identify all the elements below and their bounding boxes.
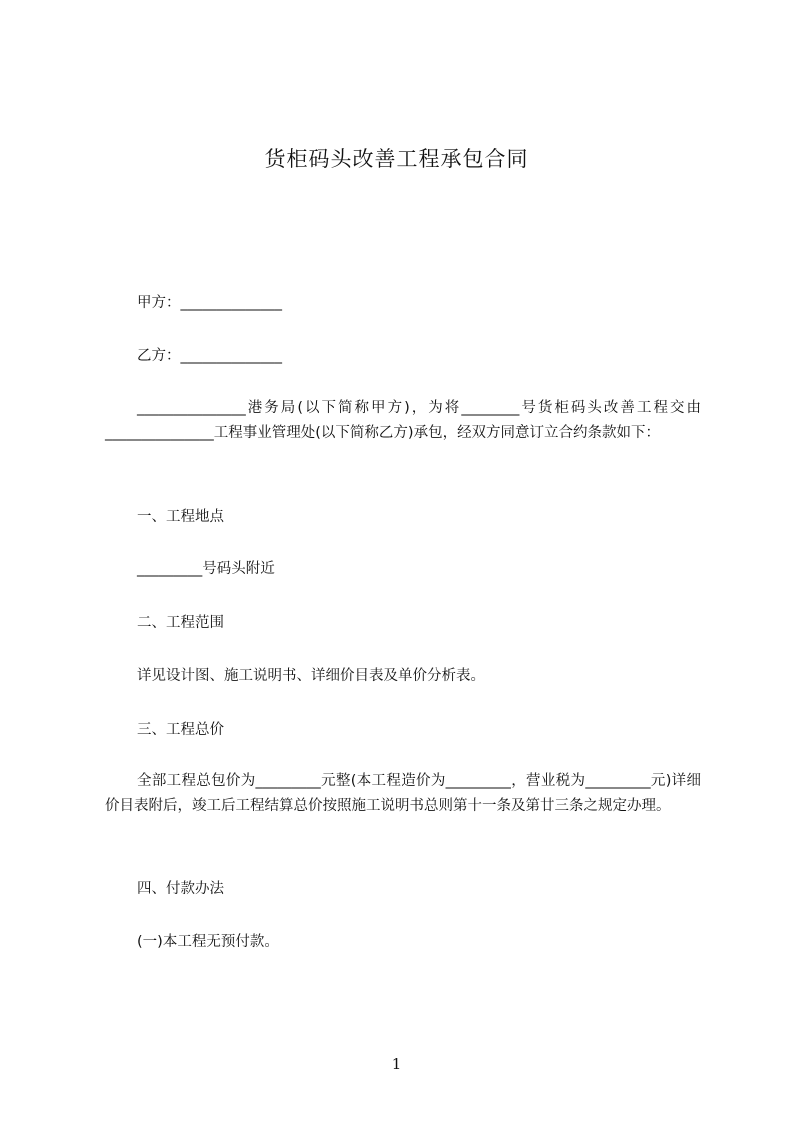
section3-heading: 三、工程总价 <box>137 722 224 738</box>
section3-paragraph: 全部工程总包价为_________元整(本工程造价为_________，营业税为_________元)详细价目表附后，竣工后工程结算总价按照施工说明书总则第十一条及第廿三条之规定办理。 <box>105 773 701 814</box>
section4-heading: 四、付款办法 <box>137 881 224 897</box>
party-b-line: 乙方：______________ <box>137 348 282 364</box>
section1-heading: 一、工程地点 <box>137 509 224 525</box>
document-title: 货柜码头改善工程承包合同 <box>264 147 529 171</box>
section1-text: _________号码头附近 <box>137 561 275 577</box>
preamble-paragraph: _______________港务局(以下简称甲方)，为将________号货柜码头改善工程交由_______________工程事业管理处(以下简称乙方)承包，经双方同意订立合约条款如下： <box>105 400 701 441</box>
section2-heading: 二、工程范围 <box>137 615 224 631</box>
section4-item1: (一)本工程无预付款。 <box>137 934 279 950</box>
party-a-line: 甲方：______________ <box>137 295 282 311</box>
section2-text: 详见设计图、施工说明书、详细价目表及单价分析表。 <box>137 668 485 684</box>
page-number: 1 <box>391 1055 402 1073</box>
